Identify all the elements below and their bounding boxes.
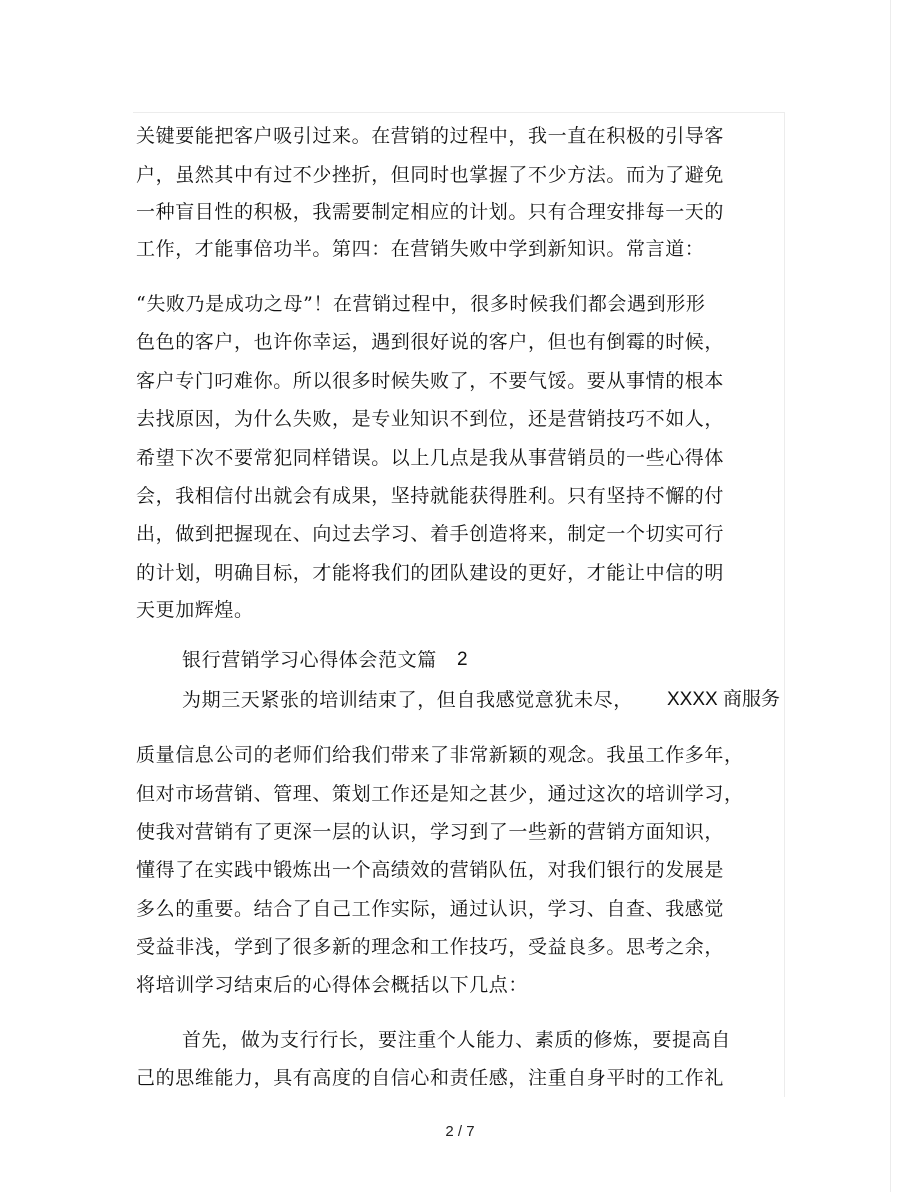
paragraph-line: 关键要能把客户吸引过来。在营销的过程中，我一直在积极的引导客 (136, 125, 725, 147)
paragraph-line: 己的思维能力，具有高度的自信心和责任感，注重自身平时的工作礼 (136, 1067, 725, 1089)
section-heading: 银行营销学习心得体会范文篇 (182, 649, 437, 671)
viewer-right-edge (890, 0, 891, 1192)
paragraph-line: 天更加辉煌。 (136, 599, 254, 621)
paragraph-line: 多么的重要。结合了自己工作实际，通过认识，学习、自查、我感觉 (136, 898, 725, 920)
paragraph-line: 首先，做为支行行长，要注重个人能力、素质的修炼，要提高自 (182, 1029, 731, 1051)
paragraph-line: “失败乃是成功之母”！在营销过程中，很多时候我们都会遇到形形 (136, 293, 706, 315)
paragraph-line: 懂得了在实践中锻炼出一个高绩效的营销队伍，对我们银行的发展是 (136, 859, 725, 881)
section-heading-number: 2 (457, 649, 468, 670)
intro-line: 为期三天紧张的培训结束了，但自我感觉意犹未尽， (182, 689, 633, 711)
paragraph-line: 希望下次不要常犯同样错误。以上几点是我从事营销员的一些心得体 (136, 447, 725, 469)
paragraph-line: 去找原因，为什么失败，是专业知识不到位，还是营销技巧不如人， (136, 408, 725, 430)
intro-line-brand: XXXX 商服务 (667, 689, 780, 710)
paragraph-line: 的计划，明确目标，才能将我们的团队建设的更好，才能让中信的明 (136, 562, 725, 584)
paragraph-line: 一种盲目性的积极，我需要制定相应的计划。只有合理安排每一天的 (136, 201, 725, 223)
paragraph-line: 户，虽然其中有过不少挫折，但同时也掌握了不少方法。而为了避免 (136, 164, 725, 186)
paragraph-line: 色色的客户，也许你幸运，遇到很好说的客户，但也有倒霉的时候， (136, 331, 725, 353)
paragraph-line: 客户专门叼难你。所以很多时候失败了，不要气馁。要从事情的根本 (136, 370, 725, 392)
paragraph-line: 但对市场营销、管理、策划工作还是知之甚少，通过这次的培训学习， (136, 783, 744, 805)
paragraph-line: 工作，才能事倍功半。第四：在营销失败中学到新知识。常言道： (136, 238, 705, 260)
paragraph-line: 使我对营销有了更深一层的认识，学习到了一些新的营销方面知识， (136, 821, 725, 843)
paragraph-line: 受益非浅，学到了很多新的理念和工作技巧，受益良多。思考之余， (136, 936, 725, 958)
paragraph-line: 会，我相信付出就会有成果，坚持就能获得胜利。只有坚持不懈的付 (136, 485, 725, 507)
page-number: 2 / 7 (445, 1123, 475, 1140)
paragraph-line: 将培训学习结束后的心得体会概括以下几点： (136, 974, 529, 996)
paragraph-line: 出，做到把握现在、向过去学习、着手创造将来，制定一个切实可行 (136, 523, 725, 545)
paragraph-line: 质量信息公司的老师们给我们带来了非常新颖的观念。我虽工作多年， (136, 744, 744, 766)
